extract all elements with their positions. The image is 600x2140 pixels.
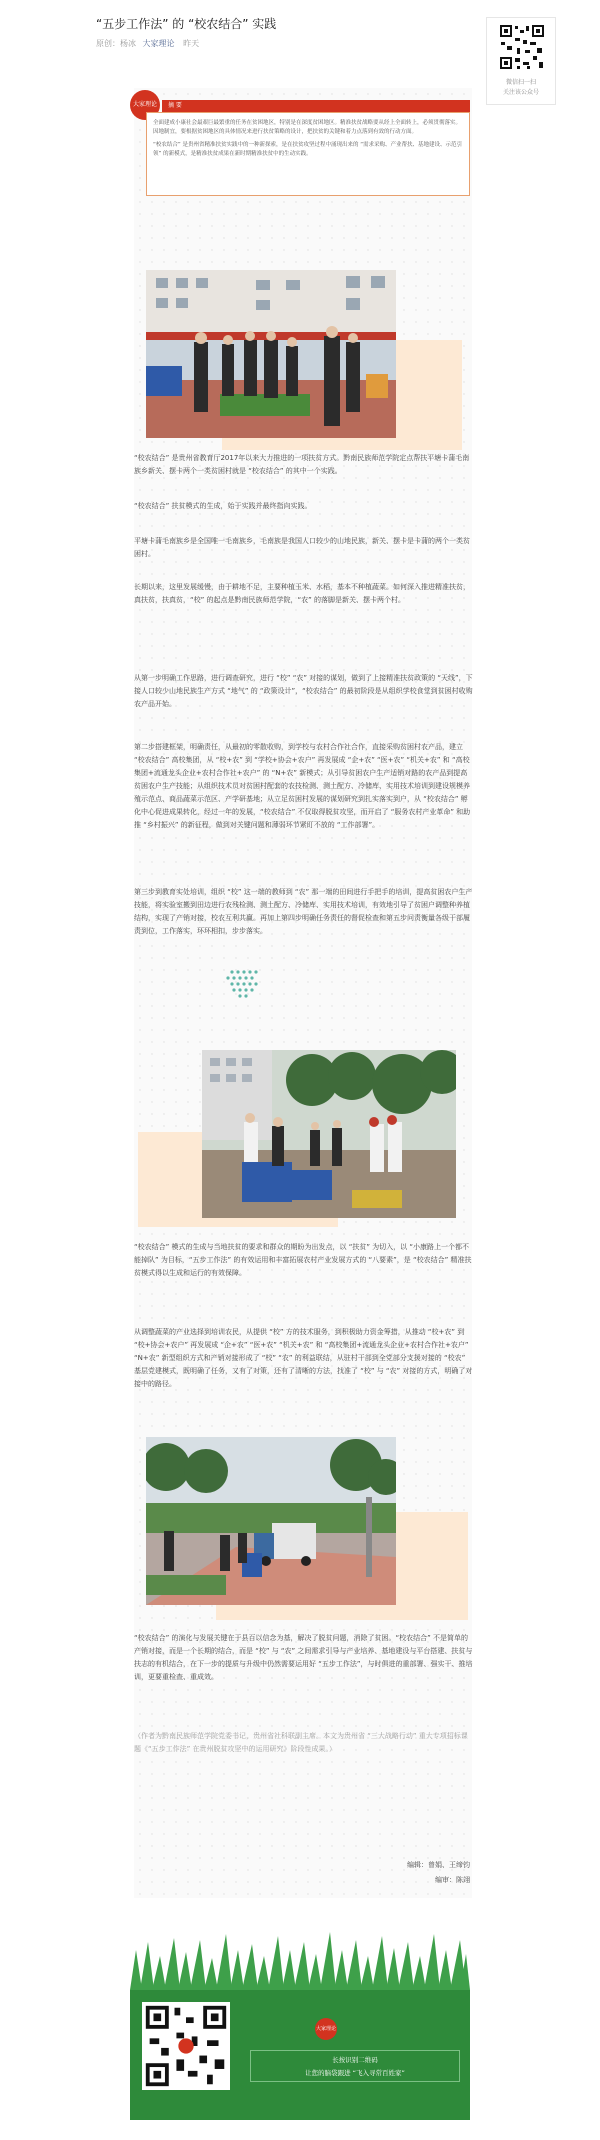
- editor-credit: 编辑：曾娟、王缔钧: [407, 1861, 470, 1869]
- article-paragraph: 长期以来，这里发展缓慢，由于耕地不足，主要种植玉米、水稻，基本不种植蔬菜。如何深入推进精准扶贫，真扶贫，扶真贫，“校” 的起点是黔南民族师范学院，“农” 的落脚是新关、摆卡两个村。: [134, 583, 470, 604]
- decorative-dots-icon: [224, 968, 264, 1000]
- footer-cta-line1: 长按识别二维码: [332, 2056, 378, 2064]
- article-paragraph: 第二步搭建框架，明确责任，从最初的零散收购，到学校与农村合作社合作，直接采购贫困村农产品，建立 “校农结合” 高校集团，从 “校+农” 到 “学校+协会+农户” 再发展成 “企+农” “医+农” “机关+农” 和 “高校集团+流通龙头企业+农村合作社+农户” 的 “N+农” 新模式；从引导贫困农户生产适销对路的农产品到提高贫困农户生产技能；从组织技术员对贫困村配套的农技检测、测土配方、冷储库、实用技术培训到建设规模养殖示范点、商品蔬菜示范区、产学研基地；从立足贫困村发展的谋划研究到扎实落实到户，从 “校农结合” 孵化中心促进成果转化，经过一年的发展，“校农结合” 不仅取得脱贫攻坚，而开启了 “服务农村产业革命” 和助推 “乡村振兴” 的新征程，做到对关键问题和薄弱环节紧盯不放的 “工作部署”。: [134, 743, 471, 829]
- article-paragraph: 从第一步明确工作思路，进行调查研究，进行 “校” “农” 对接的谋划，做到了上接精准扶贫政策的 “天线”，下接人口较少山地民族生产方式 “地气” 的 “政策设计”，“校农结合” 的最初阶段是从组织学校食堂到贫困村收购农产品开始。: [134, 674, 473, 708]
- photo-market-visit: [146, 270, 396, 438]
- footer-brand-logo: 大家理论: [315, 2018, 337, 2040]
- footer-qr-code-icon: [142, 2002, 230, 2090]
- article-paragraph: “校农结合” 是贵州省教育厅2017年以来大力推进的一项扶贫方式。黔南民族师范学院定点帮扶平塘卡蒲毛南族乡新关、摆卡两个一类贫困村就是 “校农结合” 的其中一个实践。: [134, 454, 470, 475]
- abstract-paragraph: “校农结合” 是贵州省精准扶贫实践中的一种新探索，是在扶贫攻坚过程中涌现出来的 “需求采购、产业帮扶、基地建设、示范引领” 的新模式，是精准扶贫成果在新时期精准扶贫中的生动实践。: [153, 142, 463, 157]
- article-paragraph: “校农结合” 扶贫模式的生成，始于实践并最终指向实践。: [134, 502, 312, 510]
- brand-logo: 大家理论: [130, 90, 160, 120]
- article-paragraph: 平塘卡蒲毛南族乡是全国唯一毛南族乡，毛南族是我国人口较少的山地民族，新关、摆卡是卡蒲的两个一类贫困村。: [134, 537, 470, 558]
- abstract-paragraph: 全面建成小康社会最艰巨最繁重的任务在贫困地区，特别是在深度贫困地区。精准扶贫战略要从经上全面转上，必须贯彻落实。因地制宜，要根据贫困地区的具体情况来进行扶贫策略的设计，把扶贫的关键和着力点落到有效的行动方面。: [153, 120, 462, 135]
- follow-qr-panel: [486, 17, 556, 105]
- footer-banner: [130, 1920, 470, 2120]
- abstract-box: [146, 112, 470, 196]
- article-meta: [96, 38, 199, 49]
- photo-delivery-truck: [146, 1437, 396, 1605]
- qr-code-icon: [499, 24, 545, 70]
- article-paragraph: 从调整蔬菜的产业选择到培训农民，从提供 “校” 方的技术服务，到积极助力资金筹措，从推动 “校+农” 到 “校+协会+农户” 再发展成 “企+农” “医+农” “机关+农” 和 “高校集团+流通龙头企业+农村合作社+农户” “N+农” 新型组织方式和产销对接形成了 “校” “农” 的利益联结，从驻村干部到全党部分支援对接的 “校农” 基层党建模式，既明确了任务，又有了对策，还有了清晰的方法，找准了 “校” 与 “农” 对接的方式，明确了对接中的路径。: [134, 1328, 473, 1388]
- source-label: 原创：: [96, 39, 120, 48]
- qr-caption-scan: 微信扫一扫: [505, 79, 536, 86]
- author-name: 杨冰: [120, 39, 136, 48]
- review-credit: 编审：陈翊: [435, 1876, 470, 1884]
- grass-decoration: [130, 1920, 470, 1990]
- article-paragraph: “校农结合” 的演化与发展关键在于县百以信念为基，解决了脱贫问题，消除了贫困。“校农结合” 不是简单的产销对接，而是一个长期的结合，而是 “校” 与 “农” 之间需求引导与产业培养、基地建设与平台搭建、扶贫与扶志的有机结合，在下一步的提质与升级中仍然需要运用好 “五步工作法”，与时俱进的重部署、强实干、推培训，更要重检查、重成效。: [134, 1634, 473, 1681]
- footer-cta: [250, 2050, 460, 2082]
- article-paragraph: “校农结合” 模式的生成与当地扶贫的要求和群众的期盼为出发点，以 “扶贫” 为切入，以 “小康路上一个都不能掉队” 为目标，“五步工作法” 的有效运用和丰富拓展农村产业发展方式的 “八要素”，是 “校农结合” 精准扶贫模式得以生成和运行的有效保障。: [134, 1243, 472, 1277]
- author-note: （作者为黔南民族师范学院党委书记，贵州省社科联副主席。本文为贵州省 “三大战略行动” 重大专项招标课题《“五步工作法” 在贵州脱贫攻坚中的运用研究》阶段性成果。）: [134, 1732, 468, 1753]
- footer-cta-line2: 让您的脑袋跟进 “飞入寻常百姓家”: [305, 2069, 405, 2077]
- article-paragraph: 第三步到教育实处培训，组织 “校” 这一端的教师到 “农” 那一端的田间进行手把手的培训，提高贫困农户生产技能，将实验室搬到田边进行农残检测、测土配方、冷储库、实用技术培训，有效地引导了贫困户调整种养植结构，实现了产销对接，校农互利共赢。再加上第四步明确任务责任的督促检查和第五步问责衡量各级干部履责到位，工作落实，环环相扣，步步落实。: [134, 888, 473, 935]
- account-link[interactable]: 大家理论: [142, 39, 175, 48]
- publish-date: 昨天: [183, 39, 200, 48]
- abstract-label: 摘 要: [162, 100, 470, 112]
- photo-vegetable-purchase: [202, 1050, 456, 1218]
- article-title: “五步工作法” 的 “校农结合” 实践: [96, 17, 277, 31]
- qr-caption-follow: 关注该公众号: [502, 89, 539, 96]
